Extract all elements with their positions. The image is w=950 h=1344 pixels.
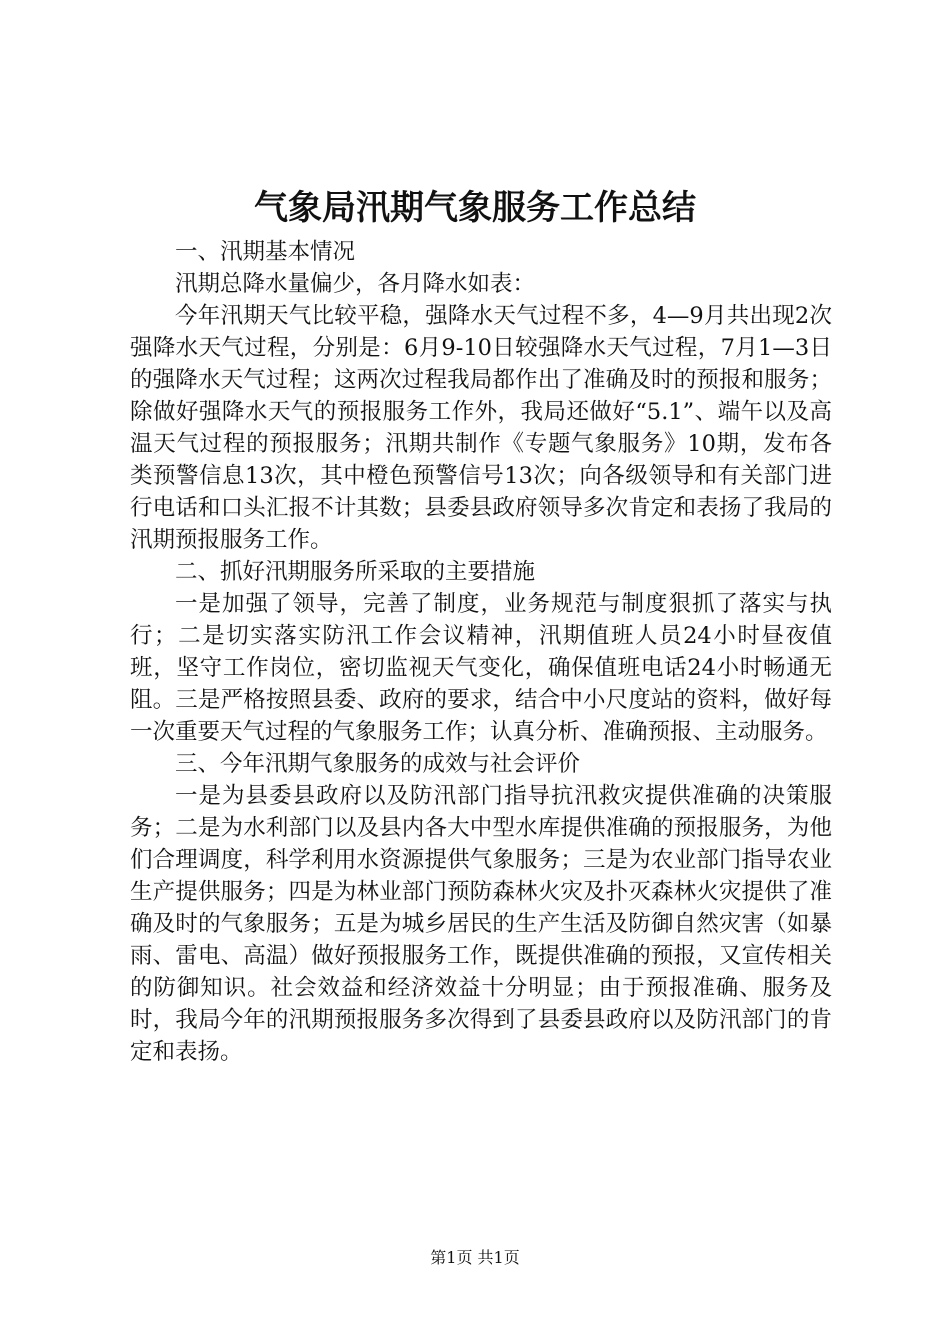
paragraph: 一是为县委县政府以及防汛部门指导抗汛救灾提供准确的决策服务；二是为水利部门以及县内各大中型水库提供准确的预报服务，为他们合理调度，科学利用水资源提供气象服务；三是为农业部门指导农业生产提供服务；四是为林业部门预防森林火灾及扑灭森林火灾提供了准确及时的气象服务；五是为城乡居民的生产生活及防御自然灾害（如暴雨、雷电、高温）做好预报服务工作，既提供准确的预报，又宣传相关的防御知识。社会效益和经济效益十分明显；由于预报准确、服务及时，我局今年的汛期预报服务多次得到了县委县政府以及防汛部门的肯定和表扬。 [130,783,832,1065]
section-heading-2: 二、抓好汛期服务所采取的主要措施 [175,559,536,585]
page-number-footer: 第1页 共1页 [430,1248,520,1267]
section-heading-3: 三、今年汛期气象服务的成效与社会评价 [175,751,581,777]
section-heading-1: 一、汛期基本情况 [175,239,356,265]
document-body [130,236,832,1068]
paragraph: 今年汛期天气比较平稳，强降水天气过程不多，4—9月共出现2次强降水天气过程，分别是：6月9-10日较强降水天气过程，7月1—3日的强降水天气过程；这两次过程我局都作出了准确及时的预报和服务；除做好强降水天气的预报服务工作外，我局还做好“5.1”、端午以及高温天气过程的预报服务；汛期共制作《专题气象服务》10期，发布各类预警信息13次，其中橙色预警信号13次；向各级领导和有关部门进行电话和口头汇报不计其数；县委县政府领导多次肯定和表扬了我局的汛期预报服务工作。 [130,303,832,553]
paragraph: 一是加强了领导，完善了制度，业务规范与制度狠抓了落实与执行；二是切实落实防汛工作会议精神，汛期值班人员24小时昼夜值班，坚守工作岗位，密切监视天气变化，确保值班电话24小时畅通无阻。三是严格按照县委、政府的要求，结合中小尺度站的资料，做好每一次重要天气过程的气象服务工作；认真分析、准确预报、主动服务。 [130,591,832,745]
paragraph: 汛期总降水量偏少，各月降水如表： [175,271,536,297]
document-title: 气象局汛期气象服务工作总结 [254,188,696,228]
